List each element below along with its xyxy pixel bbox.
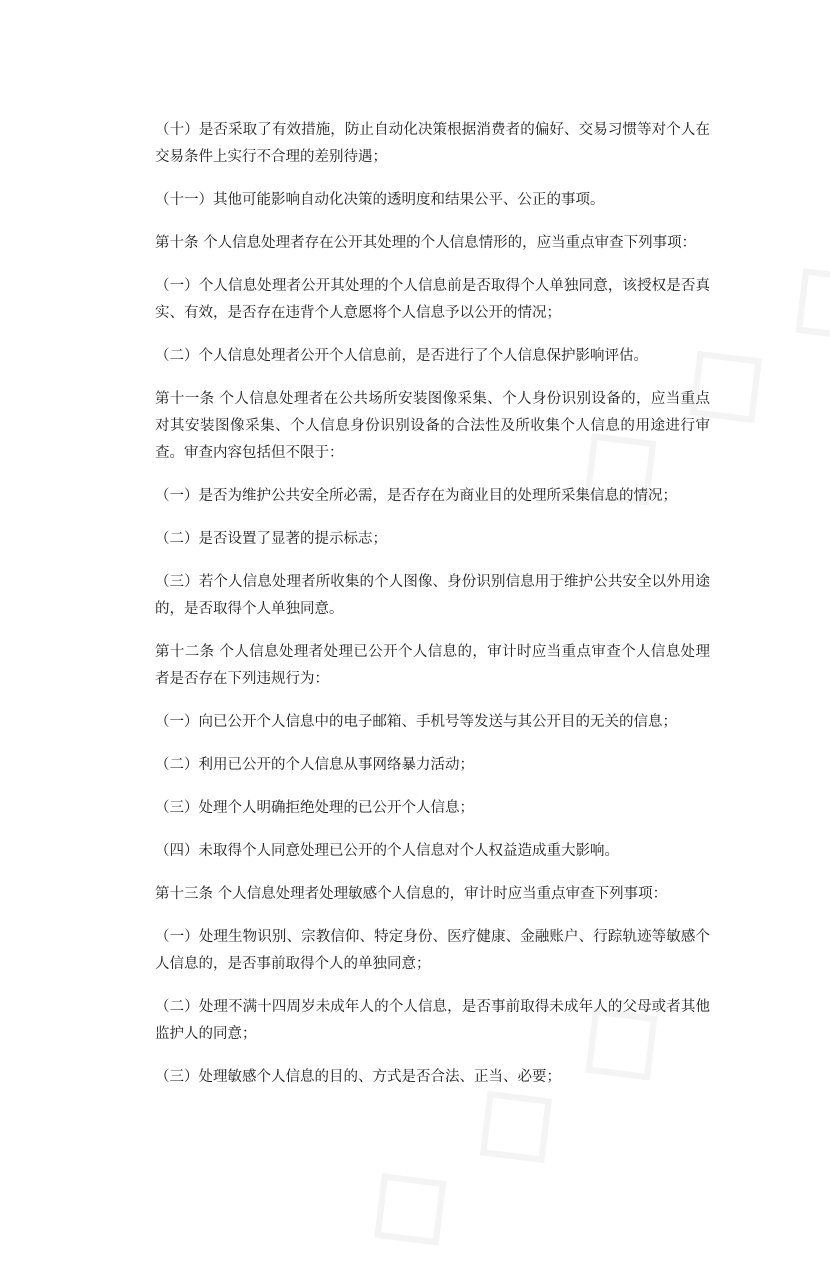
paragraph: （三）处理个人明确拒绝处理的已公开个人信息；: [155, 800, 474, 816]
paragraph: （二）个人信息处理者公开个人信息前，是否进行了个人信息保护影响评估。: [155, 348, 648, 364]
paragraph: （二）处理不满十四周岁未成年人的个人信息，是否事前取得未成年人的父母或者其他监护人的同意；: [155, 999, 710, 1042]
paragraph: （三）若个人信息处理者所收集的个人图像、身份识别信息用于维护公共安全以外用途的，是否取得个人单独同意。: [155, 574, 710, 617]
document-body: [155, 117, 710, 1107]
paragraph: （一）处理生物识别、宗教信仰、特定身份、医疗健康、金融账户、行踪轨迹等敏感个人信息的，是否事前取得个人的单独同意；: [155, 929, 710, 972]
paragraph: （二）利用已公开的个人信息从事网络暴力活动；: [155, 757, 474, 773]
paragraph: （二）是否设置了显著的提示标志；: [155, 531, 387, 547]
paragraph: （十）是否采取了有效措施，防止自动化决策根据消费者的偏好、交易习惯等对个人在交易条件上实行不合理的差别待遇；: [155, 122, 710, 165]
article-heading: 第十一条 个人信息处理者在公共场所安装图像采集、个人身份识别设备的，应当重点对其安装图像采集、个人信息身份识别设备的合法性及所收集个人信息的用途进行审查。审查内容包括但不限于：: [155, 391, 710, 461]
article-heading: 第十条 个人信息处理者存在公开其处理的个人信息情形的，应当重点审查下列事项：: [155, 235, 697, 251]
paragraph: （一）是否为维护公共安全所必需，是否存在为商业目的处理所采集信息的情况；: [155, 488, 677, 504]
article-heading: 第十二条 个人信息处理者处理已公开个人信息的，审计时应当重点审查个人信息处理者是否存在下列违规行为：: [155, 644, 710, 687]
paragraph: （一）个人信息处理者公开其处理的个人信息前是否取得个人单独同意，该授权是否真实、有效，是否存在违背个人意愿将个人信息予以公开的情况；: [155, 278, 710, 321]
paragraph: （四）未取得个人同意处理已公开的个人信息对个人权益造成重大影响。: [155, 843, 619, 859]
article-heading: 第十三条 个人信息处理者处理敏感个人信息的，审计时应当重点审查下列事项：: [155, 886, 668, 902]
paragraph: （三）处理敏感个人信息的目的、方式是否合法、正当、必要；: [155, 1069, 561, 1085]
paragraph: （十一）其他可能影响自动化决策的透明度和结果公平、公正的事项。: [155, 192, 605, 208]
paragraph: （一）向已公开个人信息中的电子邮箱、手机号等发送与其公开目的无关的信息；: [155, 714, 677, 730]
